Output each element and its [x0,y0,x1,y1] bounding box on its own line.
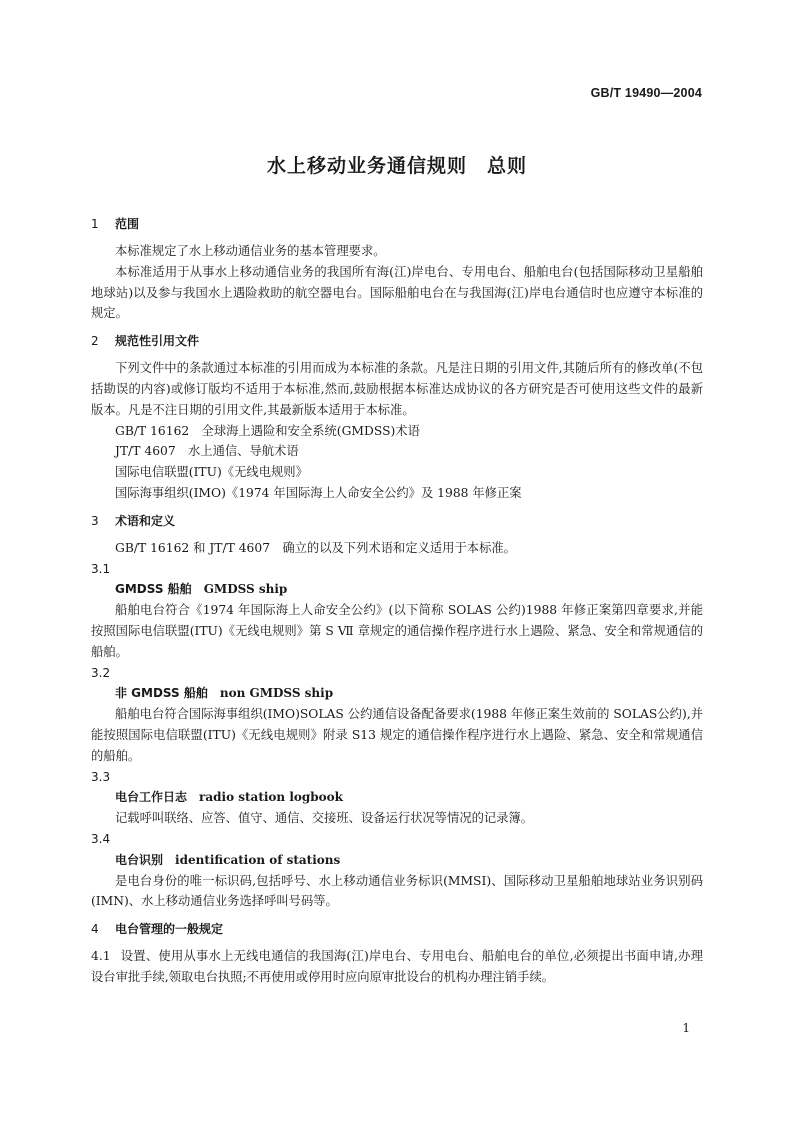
clause-number: 3.3 [91,769,111,784]
section-title: 术语和定义 [115,513,176,528]
paragraph: 下列文件中的条款通过本标准的引用而成为本标准的条款。凡是注日期的引用文件,其随后所有的修改单(不包括勘误的内容)或修订版均不适用于本标准,然而,鼓励根据本标准达成协议的各方研究是否可使用这些文件的最新版本。凡是不注日期的引用文件,其最新版本适用于本标准。 [91,361,703,417]
clause-text: 设置、使用从事水上无线电通信的我国海(江)岸电台、专用电台、船舶电台的单位,必须提出书面申请,办理设台审批手续,领取电台执照;不再使用或停用时应向原审批设台的机构办理注销手续。 [91,949,703,984]
paragraph: 本标准适用于从事水上移动通信业务的我国所有海(江)岸电台、专用电台、船舶电台(包括国际移动卫星船舶地球站)以及参与我国水上遇险救助的航空器电台。国际船舶电台在与我国海(江)岸电台通信时也应遵守本标准的规定。 [91,264,703,321]
section-heading-terms [91,510,703,532]
term-zh: GMDSS 船舶 [115,582,192,597]
term-en: identification of stations [175,852,341,867]
reference-item: 国际海事组织(IMO)《1974 年国际海上人命安全公约》及 1988 年修正案 [115,485,522,500]
term-heading [91,850,703,871]
reference-item: 国际电信联盟(ITU)《无线电规则》 [115,465,308,480]
term-definition: 记载呼叫联络、应答、值守、通信、交接班、设备运行状况等情况的记录簿。 [115,811,534,826]
term-definition: 船舶电台符合国际海事组织(IMO)SOLAS 公约通信设备配备要求(1988 年修正案生效前的 SOLAS公约),并能按照国际电信联盟(ITU)《无线电规则》附录 S13 规定的通信操作程序进行水上遇险、紧急、安全和常规通信的船舶。 [91,707,703,763]
term-heading [91,579,703,600]
term-en: GMDSS ship [203,582,288,597]
document-body [91,213,703,988]
term-definition: 船舶电台符合《1974 年国际海上人命安全公约》(以下简称 SOLAS 公约)1988 年修正案第四章要求,并能按照国际电信联盟(ITU)《无线电规则》第 S Ⅶ 章规定的通信操作程序进行水上遇险、紧急、安全和常规通信的船舶。 [91,603,703,659]
reference-item: GB/T 16162 全球海上遇险和安全系统(GMDSS)术语 [115,423,420,438]
section-title: 范围 [115,217,140,231]
clause-number: 4.1 [91,949,111,964]
term-definition: 是电台身份的唯一标识码,包括呼号、水上移动通信业务标识(MMSI)、国际移动卫星船舶地球站业务识别码(IMN)、水上移动通信业务选择呼叫号码等。 [91,873,703,909]
clause-number: 3.2 [91,665,111,680]
section-number: 3 [91,513,99,528]
section-number: 4 [91,922,99,937]
term-zh: 非 GMDSS 船舶 [115,686,208,701]
reference-item: JT/T 4607 水上通信、导航术语 [115,444,299,459]
paragraph: GB/T 16162 和 JT/T 4607 确立的以及下列术语和定义适用于本标准。 [115,540,516,555]
clause-paragraph [91,946,703,988]
term-zh: 电台工作日志 [115,790,188,805]
page-number: 1 [682,1021,690,1035]
term-en: non GMDSS ship [219,686,334,701]
clause-number: 3.1 [91,561,111,576]
paragraph: 本标准规定了水上移动通信业务的基本管理要求。 [115,244,386,258]
term-en: radio station logbook [199,790,343,805]
section-heading-station-management [91,918,703,940]
term-heading [91,787,703,808]
section-title: 规范性引用文件 [115,334,200,349]
section-heading-normative-references [91,330,703,352]
section-heading-scope [91,213,703,235]
section-number: 1 [91,217,99,231]
term-zh: 电台识别 [115,852,164,867]
clause-number: 3.4 [91,831,111,846]
page-title: 水上移动业务通信规则 总则 [266,155,527,177]
term-heading [91,683,703,704]
standard-code: GB/T 19490—2004 [590,86,702,100]
section-number: 2 [91,334,99,349]
section-title: 电台管理的一般规定 [115,922,224,937]
